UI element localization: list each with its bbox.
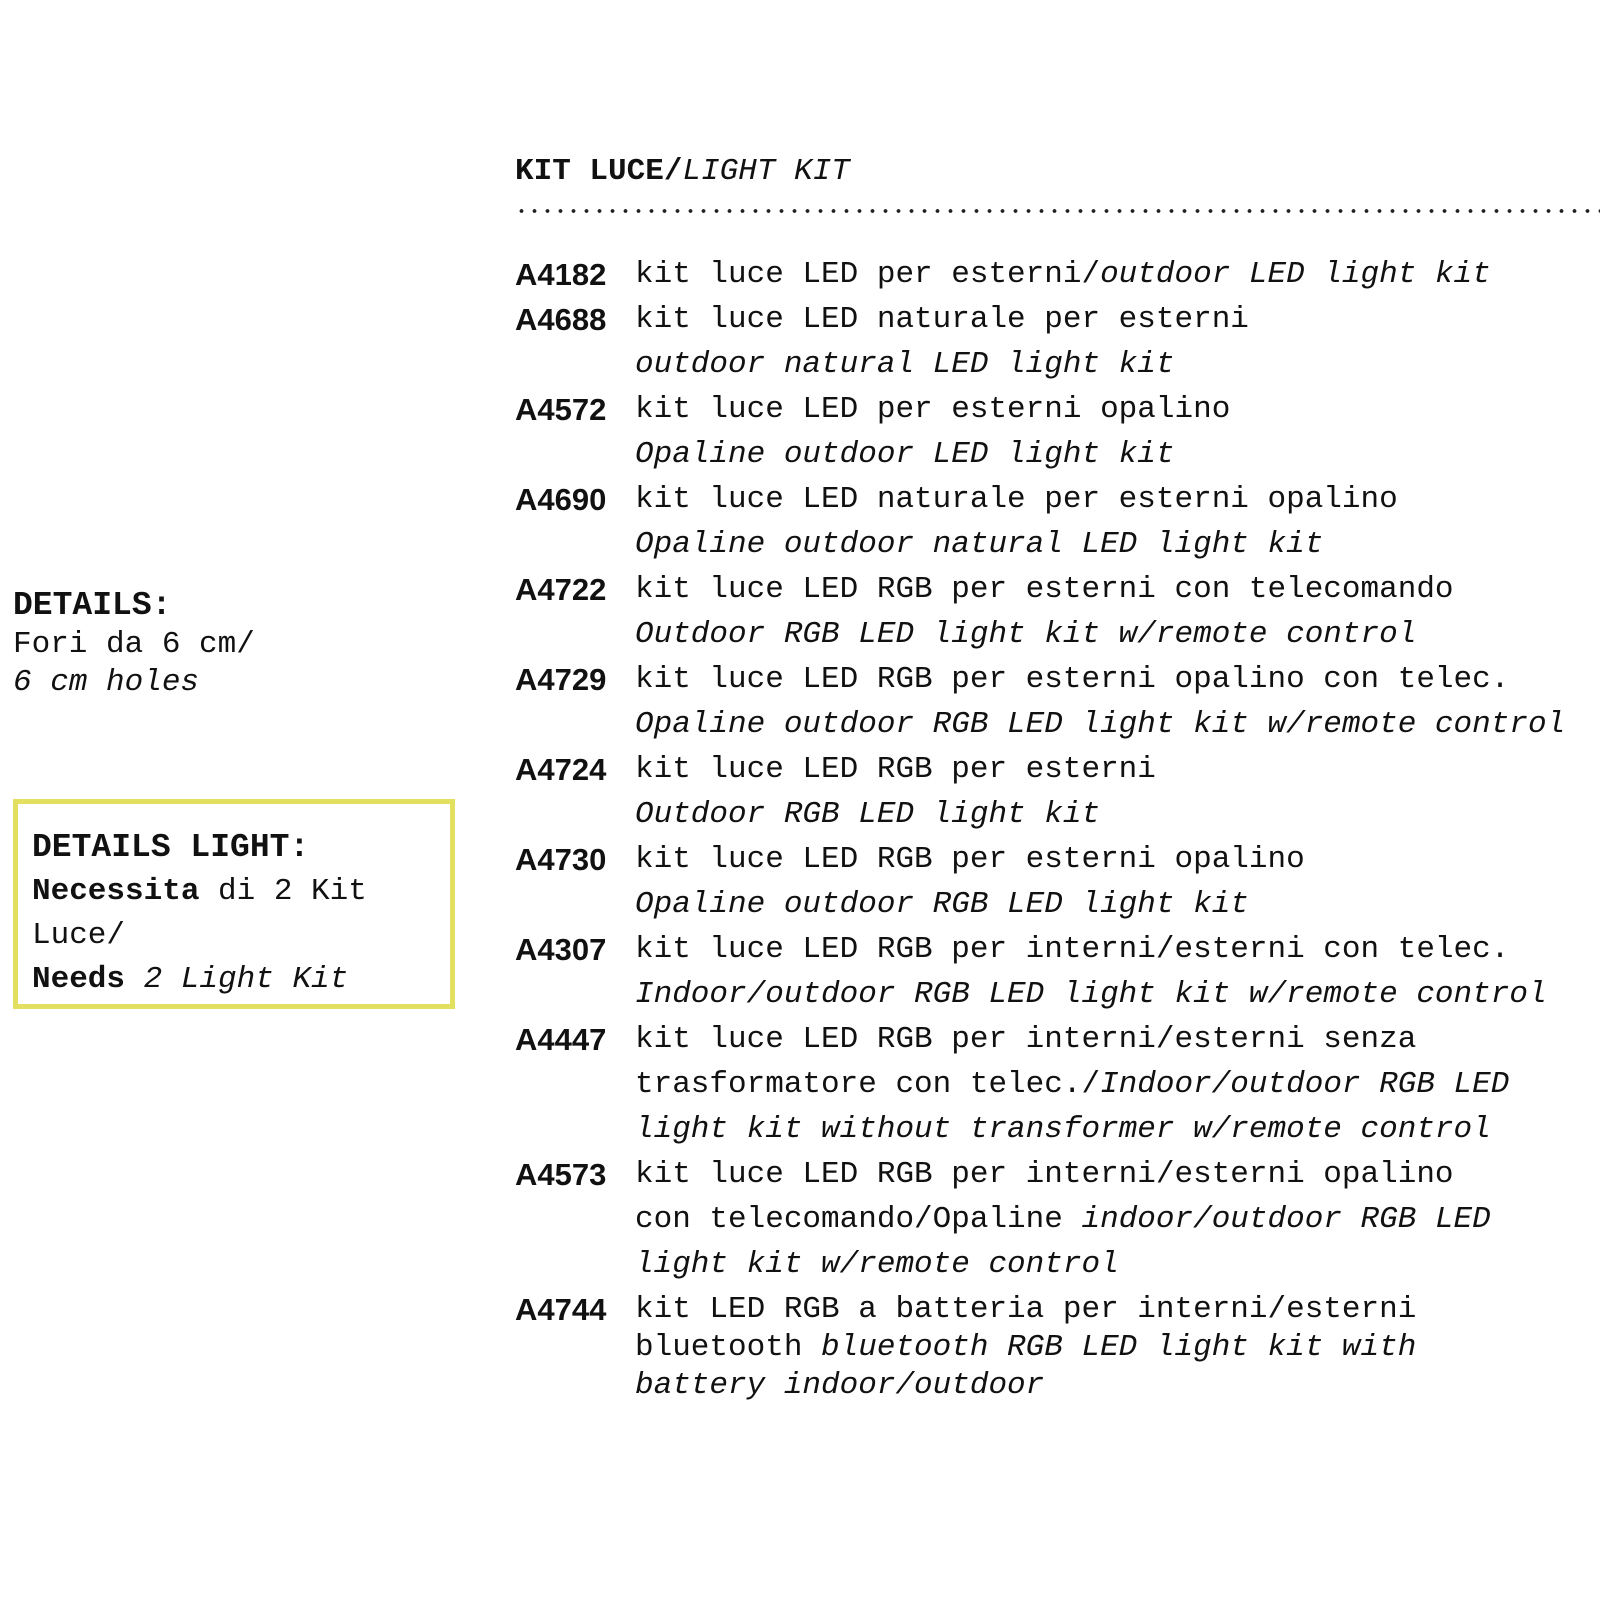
list-item-a4572 [515, 387, 1600, 477]
item-line-2-italian: con telecomando/Opaline [635, 1202, 1082, 1237]
details-light-line-3 [32, 958, 436, 1002]
details-line-english: 6 cm holes [13, 665, 200, 700]
item-description [635, 477, 1600, 567]
item-line-1 [635, 297, 1600, 342]
item-line-1: kit luce LED RGB per interni/esterni senza [635, 1022, 1417, 1057]
item-line-3: battery indoor/outdoor [635, 1368, 1045, 1403]
item-code: A4724 [515, 752, 607, 787]
details-light-heading: DETAILS LIGHT: [32, 829, 310, 866]
dotted-divider [515, 208, 1600, 214]
list-item-a4573 [515, 1152, 1600, 1287]
item-line-2: Opaline outdoor natural LED light kit [635, 527, 1324, 562]
item-line-1 [635, 567, 1600, 612]
details-light-line-2: Luce/ [32, 918, 126, 953]
list-item-a4724 [515, 747, 1600, 837]
item-line-1 [635, 252, 1600, 297]
details-light-line-1 [32, 870, 436, 914]
item-line-2-italian: trasformatore con telec./ [635, 1067, 1101, 1102]
item-line-1-italian: kit luce LED naturale per esterni opalino [635, 482, 1398, 517]
item-description [635, 567, 1600, 657]
light-kit-section [515, 152, 1600, 1405]
details-light-text-1: di 2 Kit [199, 874, 367, 909]
item-description [635, 657, 1600, 747]
item-line-1-italian: kit luce LED RGB per esterni opalino con telec. [635, 662, 1510, 697]
details-line-italian: Fori da 6 cm/ [13, 627, 255, 662]
item-line-1 [635, 837, 1600, 882]
item-line-1-italian: kit luce LED RGB per interni/esterni con telec. [635, 932, 1510, 967]
item-line-1 [635, 657, 1600, 702]
item-code: A4690 [515, 482, 607, 517]
item-code: A4447 [515, 1022, 607, 1057]
kit-title [515, 152, 1600, 192]
item-line-1: kit luce LED RGB per interni/esterni opalino [635, 1157, 1454, 1192]
list-item-a4690 [515, 477, 1600, 567]
item-line-1-english: outdoor LED light kit [1100, 257, 1491, 292]
item-line-1-italian: kit luce LED RGB per esterni opalino [635, 842, 1305, 877]
item-code: A4572 [515, 392, 607, 427]
item-line-2: Indoor/outdoor RGB LED light kit w/remote control [635, 977, 1547, 1012]
list-item-a4730 [515, 837, 1600, 927]
item-line-2: Outdoor RGB LED light kit [635, 797, 1101, 832]
item-line-1 [635, 387, 1600, 432]
details-heading: DETAILS: [13, 587, 172, 624]
item-line-3: light kit without transformer w/remote control [635, 1112, 1491, 1147]
item-code: A4730 [515, 842, 607, 877]
item-line-1 [635, 477, 1600, 522]
item-description [635, 747, 1600, 837]
list-item-a4688 [515, 297, 1600, 387]
kit-title-italian: KIT LUCE/ [515, 154, 683, 189]
item-line-1-italian: kit luce LED naturale per esterni [635, 302, 1249, 337]
item-line-2: Opaline outdoor LED light kit [635, 437, 1175, 472]
item-description [635, 297, 1600, 387]
item-line-2 [635, 1197, 1600, 1242]
item-code: A4573 [515, 1157, 607, 1192]
item-line-2: Opaline outdoor RGB LED light kit w/remote control [635, 707, 1566, 742]
list-item-a4307 [515, 927, 1600, 1017]
item-line-1: kit LED RGB a batteria per interni/esterni [635, 1292, 1417, 1327]
item-line-2-italian: bluetooth [635, 1330, 822, 1365]
list-item-a4729 [515, 657, 1600, 747]
item-code: A4307 [515, 932, 607, 967]
item-line-1-italian: kit luce LED RGB per esterni con telecomando [635, 572, 1454, 607]
item-line-1-italian: kit luce LED RGB per esterni [635, 752, 1156, 787]
item-code: A4722 [515, 572, 607, 607]
item-code: A4688 [515, 302, 607, 337]
details-light-box [13, 799, 455, 1009]
item-line-2: outdoor natural LED light kit [635, 347, 1175, 382]
item-line-2 [635, 1329, 1600, 1367]
item-code: A4182 [515, 257, 607, 292]
item-line-2-english: bluetooth RGB LED light kit with [821, 1330, 1417, 1365]
list-item-a4182 [515, 252, 1600, 297]
list-item-a4722 [515, 567, 1600, 657]
kit-title-english: LIGHT KIT [682, 154, 850, 189]
item-description [635, 387, 1600, 477]
list-item-a4447 [515, 1017, 1600, 1152]
item-line-2: Opaline outdoor RGB LED light kit [635, 887, 1249, 922]
item-line-1 [635, 747, 1600, 792]
item-line-1 [635, 927, 1600, 972]
details-light-bold-1: Necessita [32, 874, 200, 909]
list-item-a4744 [515, 1287, 1600, 1405]
item-description [635, 837, 1600, 927]
item-line-2-english: Indoor/outdoor RGB LED [1100, 1067, 1510, 1102]
item-line-1-italian: kit luce LED per esterni opalino [635, 392, 1231, 427]
item-line-3: light kit w/remote control [635, 1247, 1119, 1282]
item-description [635, 1152, 1600, 1287]
item-description [635, 927, 1600, 1017]
item-code: A4744 [515, 1292, 607, 1327]
item-description [635, 1017, 1600, 1152]
item-line-2 [635, 1062, 1600, 1107]
details-light-bold-2: Needs [32, 962, 126, 997]
kit-list [515, 252, 1600, 1405]
item-code: A4729 [515, 662, 607, 697]
item-line-1-italian: kit luce LED per esterni/ [635, 257, 1101, 292]
item-line-2-english: indoor/outdoor RGB LED [1081, 1202, 1491, 1237]
item-description [635, 252, 1600, 297]
details-light-text-3: 2 Light Kit [125, 962, 349, 997]
item-description [635, 1287, 1600, 1405]
item-line-2: Outdoor RGB LED light kit w/remote control [635, 617, 1417, 652]
details-section [13, 586, 453, 702]
